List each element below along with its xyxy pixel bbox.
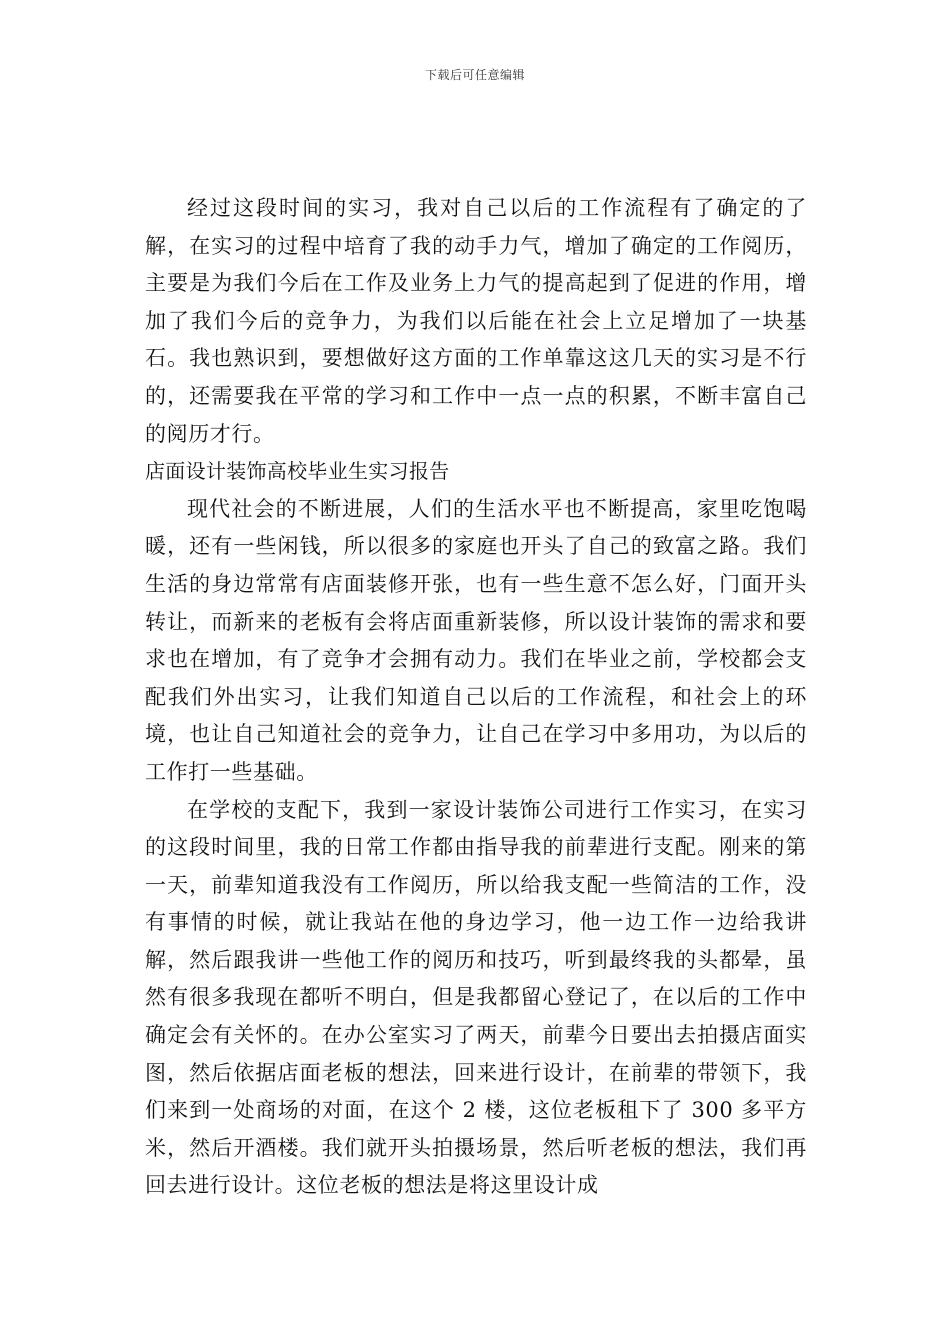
section-heading: 店面设计装饰高校毕业生实习报告	[145, 459, 450, 484]
document-body	[145, 190, 807, 1205]
paragraph-internship-summary: 经过这段时间的实习，我对自己以后的工作流程有了确定的了解，在实习的过程中培育了我的动手力气，增加了确定的工作阅历，主要是为我们今后在工作及业务上力气的提高起到了促进的作用，增加了我们今后的竞争力，为我们以后能在社会上立足增加了一块基石。我也熟识到，要想做好这方面的工作单靠这这几天的实习是不行的，还需要我在平常的学习和工作中一点一点的积累，不断丰富自己的阅历才行。	[145, 196, 807, 446]
page-header-note: 下载后可任意编辑	[424, 68, 525, 82]
paragraph-internship-experience: 在学校的支配下，我到一家设计装饰公司进行工作实习，在实习的这段时间里，我的日常工作都由指导我的前辈进行支配。刚来的第一天，前辈知道我没有工作阅历，所以给我支配一些简洁的工作，没有事情的时候，就让我站在他的身边学习，他一边工作一边给我讲解，然后跟我讲一些他工作的阅历和技巧，听到最终我的头都晕，虽然有很多我现在都听不明白，但是我都留心登记了，在以后的工作中确定会有关怀的。在办公室实习了两天，前辈今日要出去拍摄店面实图，然后依据店面老板的想法，回来进行设计，在前辈的带领下，我们来到一处商场的对面，在这个 2 楼，这位老板租下了 300 多平方米，然后开酒楼。我们就开头拍摄场景，然后听老板的想法，我们再回去进行设计。这位老板的想法是将这里设计成	[145, 797, 807, 1198]
paragraph-society-development: 现代社会的不断进展，人们的生活水平也不断提高，家里吃饱喝暖，还有一些闲钱，所以很多的家庭也开头了自己的致富之路。我们生活的身边常常有店面装修开张，也有一些生意不怎么好，门面开头转让，而新来的老板有会将店面重新装修，所以设计装饰的需求和要求也在增加，有了竞争才会拥有动力。我们在毕业之前，学校都会支配我们外出实习，让我们知道自己以后的工作流程，和社会上的环境，也让自己知道社会的竞争力，让自己在学习中多用功，为以后的工作打一些基础。	[145, 496, 807, 784]
